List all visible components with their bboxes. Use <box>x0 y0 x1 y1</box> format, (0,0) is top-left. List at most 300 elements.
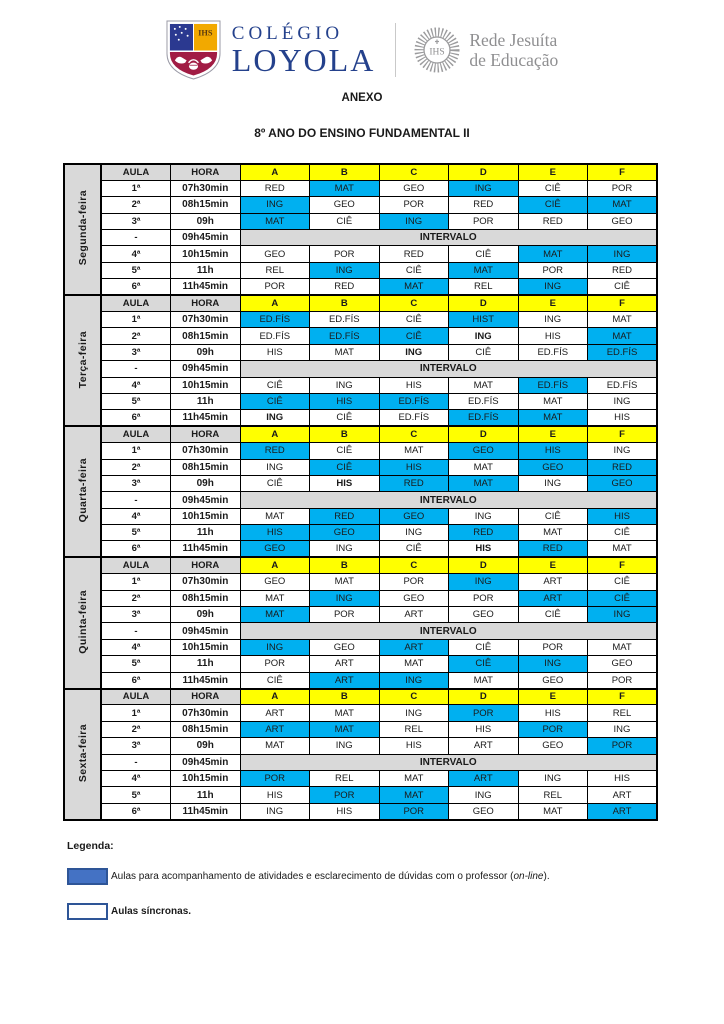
legend-item-sincronas <box>67 903 191 920</box>
subject-cell-F: MAT <box>588 197 658 213</box>
subject-cell-D: CIÊ <box>449 246 519 262</box>
subject-cell-D: ART <box>449 738 519 754</box>
subject-cell-C: HIS <box>379 738 449 754</box>
subject-cell-A: CIÊ <box>240 475 310 491</box>
aula-cell: 6ª <box>101 410 171 426</box>
subject-cell-C: ING <box>379 213 449 229</box>
aula-cell: - <box>101 754 171 770</box>
subject-cell-F: ING <box>588 721 658 737</box>
logo-divider <box>395 23 396 77</box>
subject-cell-C: CIÊ <box>379 328 449 344</box>
aula-cell: 1ª <box>101 705 171 721</box>
subject-cell-F: GEO <box>588 475 658 491</box>
subject-cell-F: ART <box>588 803 658 819</box>
hora-cell: 11h <box>171 656 241 672</box>
subject-cell-E: REL <box>518 787 588 803</box>
aula-cell: 4ª <box>101 639 171 655</box>
hora-cell: 09h <box>171 738 241 754</box>
subject-cell-A: ING <box>240 639 310 655</box>
subject-cell-D: ED.FÍS <box>449 410 519 426</box>
subject-cell-B: MAT <box>310 705 380 721</box>
subject-cell-B: ING <box>310 262 380 278</box>
subject-cell-D: HIS <box>449 541 519 557</box>
hora-cell: 07h30min <box>171 180 241 196</box>
subject-cell-A: ED.FÍS <box>240 312 310 328</box>
interval-cell: INTERVALO <box>240 754 657 770</box>
hora-cell: 10h15min <box>171 770 241 786</box>
subject-cell-B: RED <box>310 508 380 524</box>
hora-cell: 09h45min <box>171 623 241 639</box>
subject-cell-E: CIÊ <box>518 180 588 196</box>
subject-cell-E: ART <box>518 590 588 606</box>
subject-cell-A: GEO <box>240 541 310 557</box>
hora-cell: 09h45min <box>171 230 241 246</box>
subject-cell-D: POR <box>449 590 519 606</box>
subject-cell-D: RED <box>449 525 519 541</box>
subject-cell-E: HIS <box>518 328 588 344</box>
aula-cell: 2ª <box>101 459 171 475</box>
col-header-F: F <box>588 426 658 442</box>
subject-cell-B: HIS <box>310 475 380 491</box>
subject-cell-F: ED.FÍS <box>588 344 658 360</box>
subject-cell-E: POR <box>518 721 588 737</box>
subject-cell-F: ED.FÍS <box>588 377 658 393</box>
subject-cell-A: MAT <box>240 590 310 606</box>
subject-cell-C: MAT <box>379 443 449 459</box>
subject-cell-B: HIS <box>310 393 380 409</box>
hora-cell: 09h <box>171 213 241 229</box>
subject-cell-D: MAT <box>449 475 519 491</box>
subject-cell-C: GEO <box>379 180 449 196</box>
subject-cell-E: HIS <box>518 443 588 459</box>
subject-cell-E: ING <box>518 312 588 328</box>
subject-cell-B: POR <box>310 607 380 623</box>
col-header-A: A <box>240 295 310 311</box>
network-name-line2: de Educação <box>469 50 559 70</box>
subject-cell-A: HIS <box>240 525 310 541</box>
subject-cell-D: POR <box>449 705 519 721</box>
subject-cell-D: MAT <box>449 377 519 393</box>
hora-cell: 07h30min <box>171 443 241 459</box>
col-header-AULA: AULA <box>101 295 171 311</box>
subject-cell-E: RED <box>518 541 588 557</box>
subject-cell-C: ING <box>379 672 449 688</box>
subject-cell-E: ED.FÍS <box>518 344 588 360</box>
aula-cell: 2ª <box>101 590 171 606</box>
aula-cell: 4ª <box>101 246 171 262</box>
subject-cell-F: CIÊ <box>588 279 658 295</box>
hora-cell: 08h15min <box>171 590 241 606</box>
subject-cell-E: CIÊ <box>518 197 588 213</box>
hora-cell: 11h <box>171 262 241 278</box>
crest-ihs-text: IHS <box>197 28 213 38</box>
day-label-quarta-feira <box>64 426 101 557</box>
subject-cell-B: HIS <box>310 803 380 819</box>
subject-cell-A: MAT <box>240 607 310 623</box>
subject-cell-C: HIS <box>379 377 449 393</box>
subject-cell-A: CIÊ <box>240 377 310 393</box>
subject-cell-F: HIS <box>588 770 658 786</box>
subject-cell-B: CIÊ <box>310 459 380 475</box>
day-label-text-sexta-feira: Sexta-feira <box>76 723 89 782</box>
aula-cell: 6ª <box>101 279 171 295</box>
subject-cell-D: CIÊ <box>449 639 519 655</box>
subject-cell-B: MAT <box>310 344 380 360</box>
interval-cell: INTERVALO <box>240 492 657 508</box>
col-header-A: A <box>240 426 310 442</box>
col-header-AULA: AULA <box>101 689 171 705</box>
aula-cell: 5ª <box>101 787 171 803</box>
subject-cell-A: MAT <box>240 738 310 754</box>
subject-cell-C: REL <box>379 721 449 737</box>
legend-online-text-after: ). <box>543 871 550 882</box>
subject-cell-D: ART <box>449 770 519 786</box>
col-header-F: F <box>588 295 658 311</box>
col-header-HORA: HORA <box>171 557 241 573</box>
subject-cell-F: CIÊ <box>588 525 658 541</box>
subject-cell-B: RED <box>310 279 380 295</box>
aula-cell: 3ª <box>101 738 171 754</box>
hora-cell: 10h15min <box>171 508 241 524</box>
subject-cell-A: REL <box>240 262 310 278</box>
anexo-title: ANEXO <box>341 92 383 104</box>
subject-cell-F: MAT <box>588 639 658 655</box>
subject-cell-A: GEO <box>240 574 310 590</box>
col-header-B: B <box>310 557 380 573</box>
subject-cell-E: ING <box>518 475 588 491</box>
subject-cell-F: CIÊ <box>588 574 658 590</box>
legend-sincronas-text: Aulas síncronas. <box>111 906 192 917</box>
hora-cell: 11h45min <box>171 410 241 426</box>
subject-cell-D: POR <box>449 213 519 229</box>
subject-cell-B: ING <box>310 541 380 557</box>
subject-cell-E: MAT <box>518 393 588 409</box>
grade-title: 8º ANO DO ENSINO FUNDAMENTAL II <box>254 126 470 140</box>
subject-cell-B: CIÊ <box>310 410 380 426</box>
subject-cell-C: POR <box>379 803 449 819</box>
subject-cell-D: ING <box>449 787 519 803</box>
aula-cell: 5ª <box>101 393 171 409</box>
hora-cell: 11h45min <box>171 672 241 688</box>
aula-cell: 1ª <box>101 574 171 590</box>
subject-cell-F: ART <box>588 787 658 803</box>
hora-cell: 08h15min <box>171 459 241 475</box>
subject-cell-E: GEO <box>518 459 588 475</box>
day-label-sexta-feira <box>64 689 101 820</box>
hora-cell: 07h30min <box>171 312 241 328</box>
subject-cell-F: POR <box>588 738 658 754</box>
subject-cell-C: CIÊ <box>379 312 449 328</box>
sunburst-ihs-text: IHS <box>429 47 445 58</box>
aula-cell: 6ª <box>101 541 171 557</box>
hora-cell: 07h30min <box>171 705 241 721</box>
aula-cell: 1ª <box>101 180 171 196</box>
subject-cell-C: ART <box>379 607 449 623</box>
subject-cell-F: REL <box>588 705 658 721</box>
hora-cell: 11h45min <box>171 541 241 557</box>
subject-cell-A: HIS <box>240 787 310 803</box>
hora-cell: 10h15min <box>171 377 241 393</box>
col-header-AULA: AULA <box>101 557 171 573</box>
hora-cell: 11h <box>171 787 241 803</box>
col-header-HORA: HORA <box>171 426 241 442</box>
subject-cell-E: CIÊ <box>518 508 588 524</box>
interval-cell: INTERVALO <box>240 230 657 246</box>
subject-cell-C: GEO <box>379 590 449 606</box>
col-header-F: F <box>588 557 658 573</box>
subject-cell-D: ING <box>449 328 519 344</box>
day-label-terca-feira <box>64 295 101 426</box>
subject-cell-E: POR <box>518 262 588 278</box>
day-block-segunda-feira <box>64 164 657 295</box>
hora-cell: 08h15min <box>171 328 241 344</box>
subject-cell-B: MAT <box>310 180 380 196</box>
col-header-E: E <box>518 689 588 705</box>
col-header-F: F <box>588 689 658 705</box>
subject-cell-B: GEO <box>310 525 380 541</box>
hora-cell: 07h30min <box>171 574 241 590</box>
subject-cell-A: ING <box>240 803 310 819</box>
subject-cell-B: ING <box>310 377 380 393</box>
aula-cell: 4ª <box>101 508 171 524</box>
subject-cell-E: ING <box>518 656 588 672</box>
hora-cell: 10h15min <box>171 639 241 655</box>
white-swatch-icon <box>67 903 108 920</box>
col-header-A: A <box>240 689 310 705</box>
col-header-B: B <box>310 295 380 311</box>
col-header-B: B <box>310 426 380 442</box>
subject-cell-A: ING <box>240 410 310 426</box>
col-header-D: D <box>449 295 519 311</box>
col-header-E: E <box>518 164 588 180</box>
subject-cell-A: ART <box>240 721 310 737</box>
hora-cell: 09h <box>171 607 241 623</box>
col-header-C: C <box>379 689 449 705</box>
subject-cell-C: POR <box>379 574 449 590</box>
subject-cell-C: ART <box>379 639 449 655</box>
subject-cell-F: MAT <box>588 328 658 344</box>
day-label-segunda-feira <box>64 164 101 295</box>
aula-cell: 6ª <box>101 672 171 688</box>
col-header-HORA: HORA <box>171 689 241 705</box>
interval-cell: INTERVALO <box>240 623 657 639</box>
subject-cell-D: ING <box>449 508 519 524</box>
col-header-C: C <box>379 164 449 180</box>
subject-cell-F: POR <box>588 180 658 196</box>
subject-cell-F: GEO <box>588 213 658 229</box>
subject-cell-B: CIÊ <box>310 213 380 229</box>
subject-cell-C: GEO <box>379 508 449 524</box>
subject-cell-B: ING <box>310 590 380 606</box>
network-name-line1: Rede Jesuíta <box>469 29 558 50</box>
subject-cell-A: CIÊ <box>240 672 310 688</box>
aula-cell: - <box>101 492 171 508</box>
subject-cell-A: GEO <box>240 246 310 262</box>
subject-cell-F: CIÊ <box>588 590 658 606</box>
day-label-text-segunda-feira: Segunda-feira <box>76 190 89 266</box>
subject-cell-C: POR <box>379 197 449 213</box>
legend-online-text-before: Aulas para acompanhamento de atividades e esclarecimento de dúvidas com o professor ( <box>111 871 514 882</box>
day-block-terca-feira <box>64 295 657 426</box>
hora-cell: 09h45min <box>171 361 241 377</box>
subject-cell-E: ING <box>518 279 588 295</box>
subject-cell-D: HIST <box>449 312 519 328</box>
aula-cell: 3ª <box>101 607 171 623</box>
subject-cell-C: ING <box>379 525 449 541</box>
col-header-D: D <box>449 557 519 573</box>
hora-cell: 11h <box>171 393 241 409</box>
subject-cell-C: ING <box>379 344 449 360</box>
timetable <box>63 163 658 821</box>
subject-cell-F: ING <box>588 443 658 459</box>
aula-cell: 3ª <box>101 475 171 491</box>
subject-cell-E: MAT <box>518 410 588 426</box>
subject-cell-D: GEO <box>449 607 519 623</box>
subject-cell-C: RED <box>379 246 449 262</box>
day-label-text-terca-feira: Terça-feira <box>76 330 89 388</box>
hora-cell: 11h <box>171 525 241 541</box>
subject-cell-F: ING <box>588 607 658 623</box>
aula-cell: 4ª <box>101 377 171 393</box>
subject-cell-D: HIS <box>449 721 519 737</box>
col-header-C: C <box>379 426 449 442</box>
subject-cell-B: ED.FÍS <box>310 312 380 328</box>
subject-cell-B: ED.FÍS <box>310 328 380 344</box>
aula-cell: 4ª <box>101 770 171 786</box>
hora-cell: 08h15min <box>171 197 241 213</box>
subject-cell-E: POR <box>518 639 588 655</box>
network-name <box>469 30 558 70</box>
aula-cell: - <box>101 623 171 639</box>
subject-cell-E: ART <box>518 574 588 590</box>
day-label-text-quarta-feira: Quarta-feira <box>76 458 89 523</box>
subject-cell-B: MAT <box>310 574 380 590</box>
day-block-quinta-feira <box>64 557 657 688</box>
subject-cell-E: GEO <box>518 738 588 754</box>
hora-cell: 11h45min <box>171 279 241 295</box>
subject-cell-D: ING <box>449 574 519 590</box>
aula-cell: - <box>101 230 171 246</box>
subject-cell-F: GEO <box>588 656 658 672</box>
aula-cell: 6ª <box>101 803 171 819</box>
col-header-AULA: AULA <box>101 426 171 442</box>
aula-cell: 5ª <box>101 525 171 541</box>
col-header-AULA: AULA <box>101 164 171 180</box>
subject-cell-A: RED <box>240 180 310 196</box>
subject-cell-E: HIS <box>518 705 588 721</box>
col-header-F: F <box>588 164 658 180</box>
subject-cell-F: MAT <box>588 541 658 557</box>
aula-cell: 2ª <box>101 721 171 737</box>
subject-cell-C: CIÊ <box>379 541 449 557</box>
subject-cell-C: MAT <box>379 656 449 672</box>
subject-cell-F: HIS <box>588 410 658 426</box>
col-header-D: D <box>449 164 519 180</box>
hora-cell: 09h <box>171 344 241 360</box>
col-header-E: E <box>518 295 588 311</box>
day-block-quarta-feira <box>64 426 657 557</box>
col-header-E: E <box>518 557 588 573</box>
subject-cell-D: GEO <box>449 443 519 459</box>
subject-cell-B: GEO <box>310 197 380 213</box>
subject-cell-C: HIS <box>379 459 449 475</box>
legend-online-text-italic: on-line <box>513 871 544 882</box>
legend-item-online <box>67 868 550 885</box>
subject-cell-F: POR <box>588 672 658 688</box>
subject-cell-E: MAT <box>518 803 588 819</box>
loyola-crest-icon <box>166 20 221 80</box>
subject-cell-A: POR <box>240 279 310 295</box>
subject-cell-E: MAT <box>518 525 588 541</box>
subject-cell-D: GEO <box>449 803 519 819</box>
subject-cell-E: MAT <box>518 246 588 262</box>
legend <box>67 840 687 917</box>
subject-cell-E: ED.FÍS <box>518 377 588 393</box>
col-header-E: E <box>518 426 588 442</box>
subject-cell-D: MAT <box>449 262 519 278</box>
subject-cell-C: ED.FÍS <box>379 410 449 426</box>
day-block-sexta-feira <box>64 689 657 820</box>
hora-cell: 09h <box>171 475 241 491</box>
subject-cell-A: MAT <box>240 213 310 229</box>
subject-cell-B: POR <box>310 246 380 262</box>
col-header-HORA: HORA <box>171 295 241 311</box>
subject-cell-A: MAT <box>240 508 310 524</box>
aula-cell: - <box>101 361 171 377</box>
subject-cell-A: ART <box>240 705 310 721</box>
aula-cell: 2ª <box>101 328 171 344</box>
subject-cell-A: HIS <box>240 344 310 360</box>
subject-cell-F: RED <box>588 262 658 278</box>
subject-cell-D: RED <box>449 197 519 213</box>
subject-cell-D: ING <box>449 180 519 196</box>
hora-cell: 09h45min <box>171 492 241 508</box>
aula-cell: 3ª <box>101 213 171 229</box>
subject-cell-A: ING <box>240 197 310 213</box>
subject-cell-A: POR <box>240 770 310 786</box>
blue-swatch-icon <box>67 868 108 885</box>
subject-cell-A: ED.FÍS <box>240 328 310 344</box>
subject-cell-F: ING <box>588 393 658 409</box>
subject-cell-B: ING <box>310 738 380 754</box>
aula-cell: 2ª <box>101 197 171 213</box>
hora-cell: 08h15min <box>171 721 241 737</box>
col-header-A: A <box>240 164 310 180</box>
college-name-line1: COLÉGIO <box>231 23 344 45</box>
day-label-quinta-feira <box>64 557 101 688</box>
col-header-B: B <box>310 164 380 180</box>
subject-cell-B: MAT <box>310 721 380 737</box>
col-header-D: D <box>449 689 519 705</box>
subject-cell-B: POR <box>310 787 380 803</box>
subject-cell-C: ING <box>379 705 449 721</box>
college-name-line2: LOYOLA <box>231 41 376 78</box>
subject-cell-E: RED <box>518 213 588 229</box>
subject-cell-B: ART <box>310 672 380 688</box>
col-header-HORA: HORA <box>171 164 241 180</box>
subject-cell-B: CIÊ <box>310 443 380 459</box>
aula-cell: 1ª <box>101 443 171 459</box>
aula-cell: 3ª <box>101 344 171 360</box>
subject-cell-A: CIÊ <box>240 393 310 409</box>
hora-cell: 09h45min <box>171 754 241 770</box>
subject-cell-F: MAT <box>588 312 658 328</box>
aula-cell: 5ª <box>101 262 171 278</box>
subject-cell-F: RED <box>588 459 658 475</box>
header-logos <box>0 20 724 80</box>
ihs-sunburst-icon <box>412 25 462 75</box>
colegio-loyola-logo <box>166 20 376 80</box>
